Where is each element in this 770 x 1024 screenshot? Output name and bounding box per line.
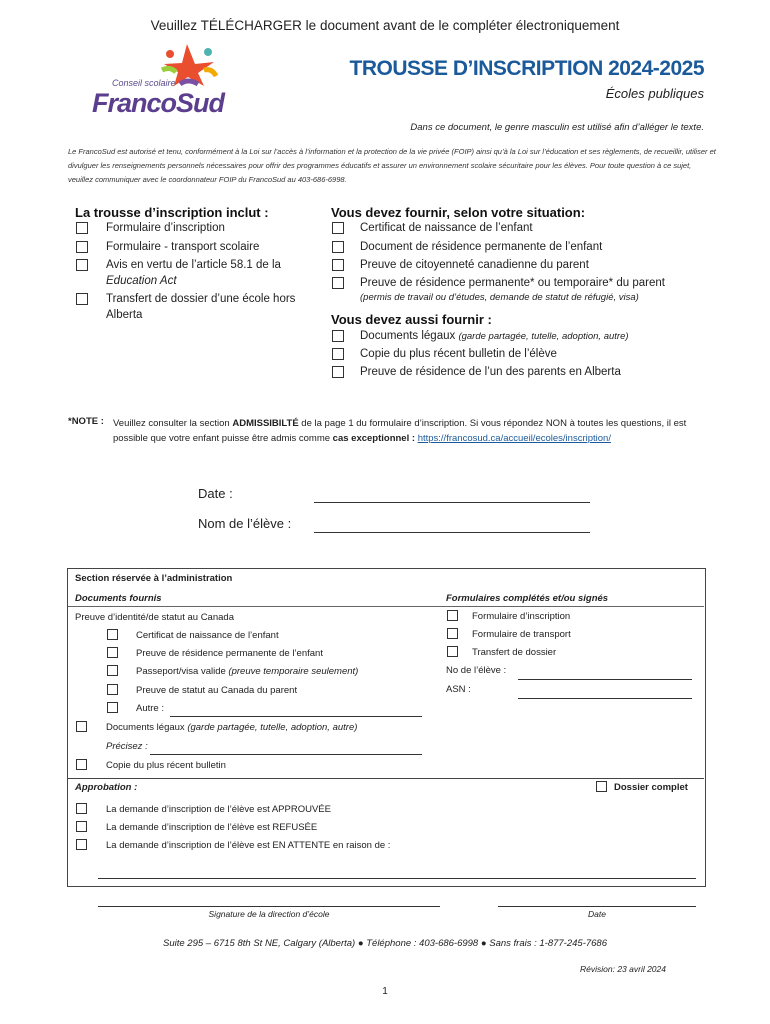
logo-subtitle: Conseil scolaire	[112, 78, 176, 88]
gender-note: Dans ce document, le genre masculin est utilisé afin d’alléger le texte.	[410, 122, 704, 133]
also-item-1-label: Documents légaux	[360, 330, 456, 342]
precisez-field[interactable]	[150, 754, 422, 755]
logo-wordmark: FrancoSud	[92, 88, 225, 118]
also-checkbox-1[interactable]	[332, 330, 344, 342]
legal-docs-item	[106, 722, 357, 733]
approved-checkbox[interactable]	[76, 803, 87, 814]
kit-checkbox-3[interactable]	[76, 259, 88, 271]
provide-item-4-note: (permis de travail ou d’études, demande de statut de réfugié, visa)	[360, 292, 639, 303]
provide-heading: Vous devez fournir, selon votre situation:	[331, 205, 586, 220]
admin-doc-checkbox-4[interactable]	[107, 684, 118, 695]
note-part-2: de la page 1 du formulaire d’inscription. Si vous répondez NON à toutes les questions, il est possible que votre enfant puisse être admis comme	[113, 418, 687, 444]
note-bold-2: cas exceptionnel :	[332, 433, 416, 444]
kit-item-1: Formulaire d’inscription	[106, 222, 225, 234]
also-item-1	[360, 329, 629, 344]
revision-date: Révision: 23 avril 2024	[580, 964, 666, 974]
signature-field[interactable]	[98, 906, 440, 907]
form-item-2: Formulaire de transport	[472, 629, 571, 640]
approval-divider	[68, 778, 704, 779]
approved-label: La demande d’inscription de l’élève est APPROUVÉE	[106, 804, 331, 815]
page-subtitle: Écoles publiques	[605, 86, 704, 101]
admin-doc-3	[136, 666, 358, 677]
pending-label: La demande d’inscription de l’élève est EN ATTENTE en raison de :	[106, 840, 391, 851]
refused-label: La demande d’inscription de l’élève est REFUSÉE	[106, 822, 318, 833]
kit-checkbox-1[interactable]	[76, 222, 88, 234]
signature-caption: Signature de la direction d’école	[208, 909, 330, 919]
provide-item-2: Document de résidence permanente de l’enfant	[360, 241, 603, 253]
id-proof-label: Preuve d’identité/de statut au Canada	[75, 612, 234, 623]
note-bold-1: ADMISSIBILTÉ	[232, 418, 299, 429]
report-card-checkbox[interactable]	[76, 759, 87, 770]
forms-heading: Formulaires complétés et/ou signés	[446, 593, 609, 604]
admin-doc-3-label: Passeport/visa valide	[136, 666, 226, 677]
note-part-1: Veuillez consulter la section	[113, 418, 233, 429]
note-text	[113, 416, 723, 446]
also-item-3: Preuve de résidence de l’un des parents en Alberta	[360, 366, 621, 378]
kit-item-3: Avis en vertu de l’article 58.1 de la	[106, 259, 281, 271]
admin-doc-5: Autre :	[136, 703, 164, 714]
also-item-2: Copie du plus récent bulletin de l’élève	[360, 348, 557, 360]
admin-doc-1: Certificat de naissance de l’enfant	[136, 630, 279, 641]
kit-item-3-act: Education Act	[106, 275, 177, 287]
inscription-link[interactable]: https://francosud.ca/accueil/ecoles/inscription/	[417, 433, 611, 444]
kit-checkbox-4[interactable]	[76, 293, 88, 305]
kit-checkbox-2[interactable]	[76, 241, 88, 253]
provide-checkbox-1[interactable]	[332, 222, 344, 234]
form-checkbox-2[interactable]	[447, 628, 458, 639]
note-label: *NOTE :	[68, 416, 104, 427]
provide-item-1: Certificat de naissance de l’enfant	[360, 222, 533, 234]
kit-heading: La trousse d’inscription inclut :	[75, 205, 269, 220]
legal-docs-checkbox[interactable]	[76, 721, 87, 732]
date-field[interactable]	[314, 502, 590, 503]
page-number: 1	[382, 986, 388, 997]
kit-item-2: Formulaire - transport scolaire	[106, 241, 260, 253]
admin-title: Section réservée à l’administration	[75, 573, 233, 584]
asn-label: ASN :	[446, 684, 471, 695]
provide-checkbox-4[interactable]	[332, 277, 344, 289]
signature-date-field[interactable]	[498, 906, 696, 907]
also-provide-heading: Vous devez aussi fournir :	[331, 312, 492, 327]
other-doc-field[interactable]	[170, 716, 422, 717]
admin-doc-checkbox-1[interactable]	[107, 629, 118, 640]
docs-heading-rule	[68, 606, 440, 607]
pending-checkbox[interactable]	[76, 839, 87, 850]
file-complete-checkbox[interactable]	[596, 781, 607, 792]
form-item-1: Formulaire d’inscription	[472, 611, 571, 622]
kit-item-4-line2: Alberta	[106, 309, 143, 321]
provide-item-3: Preuve de citoyenneté canadienne du parent	[360, 259, 589, 271]
kit-item-4: Transfert de dossier d’une école hors	[106, 293, 296, 305]
foip-notice: Le FrancoSud est autorisé et tenu, conformément à la Loi sur l’accès à l’information et la protection de la vie privée (FOIP) ainsi qu’à la Loi sur l’éducation et ses règlements, de recueillir, utiliser et divulguer les renseignements personnels nécessaires pour offrir des programmes éducatifs et assurer un environnement scolaire sécuritaire pour les élèves. Pour toute question à ce sujet, veuillez communiquer avec le coordonnateur FOIP du FrancoSud au 403-686-6998.	[68, 147, 716, 184]
admin-doc-4: Preuve de statut au Canada du parent	[136, 685, 298, 696]
file-complete-label: Dossier complet	[614, 782, 688, 793]
also-checkbox-3[interactable]	[332, 366, 344, 378]
admin-doc-checkbox-3[interactable]	[107, 665, 118, 676]
approval-heading: Approbation :	[75, 782, 138, 793]
refused-checkbox[interactable]	[76, 821, 87, 832]
student-number-label: No de l’élève :	[446, 665, 507, 676]
asn-field[interactable]	[518, 698, 692, 699]
report-card-item: Copie du plus récent bulletin	[106, 760, 226, 771]
download-notice: Veuillez TÉLÉCHARGER le document avant de le compléter électroniquement	[150, 18, 620, 33]
also-item-1-note: (garde partagée, tutelle, adoption, autre)	[458, 331, 629, 342]
francosud-logo	[92, 40, 232, 130]
footer-address: Suite 295 – 6715 8th St NE, Calgary (Alberta) ● Téléphone : 403-686-6998 ● Sans frais : 1-877-245-7686	[163, 938, 607, 949]
legal-docs-note: (garde partagée, tutelle, adoption, autre)	[187, 722, 358, 733]
docs-heading: Documents fournis	[75, 593, 162, 604]
form-item-3: Transfert de dossier	[472, 647, 557, 658]
legal-docs-label: Documents légaux	[106, 722, 185, 733]
form-checkbox-3[interactable]	[447, 646, 458, 657]
admin-doc-2: Preuve de résidence permanente de l’enfant	[136, 648, 323, 659]
student-number-field[interactable]	[518, 679, 692, 680]
pending-reason-field[interactable]	[98, 878, 696, 879]
page-title: TROUSSE D’INSCRIPTION 2024-2025	[349, 57, 704, 80]
also-checkbox-2[interactable]	[332, 348, 344, 360]
provide-item-4: Preuve de résidence permanente* ou temporaire* du parent	[360, 277, 665, 289]
student-name-field[interactable]	[314, 532, 590, 533]
forms-heading-rule	[440, 606, 704, 607]
date-label: Date :	[198, 486, 233, 501]
admin-doc-checkbox-5[interactable]	[107, 702, 118, 713]
form-checkbox-1[interactable]	[447, 610, 458, 621]
precisez-label: Précisez :	[106, 741, 148, 752]
provide-checkbox-2[interactable]	[332, 241, 344, 253]
provide-checkbox-3[interactable]	[332, 259, 344, 271]
student-name-label: Nom de l’élève :	[198, 516, 292, 531]
admin-doc-checkbox-2[interactable]	[107, 647, 118, 658]
signature-date-caption: Date	[588, 909, 606, 919]
admin-doc-3-note: (preuve temporaire seulement)	[228, 666, 359, 677]
